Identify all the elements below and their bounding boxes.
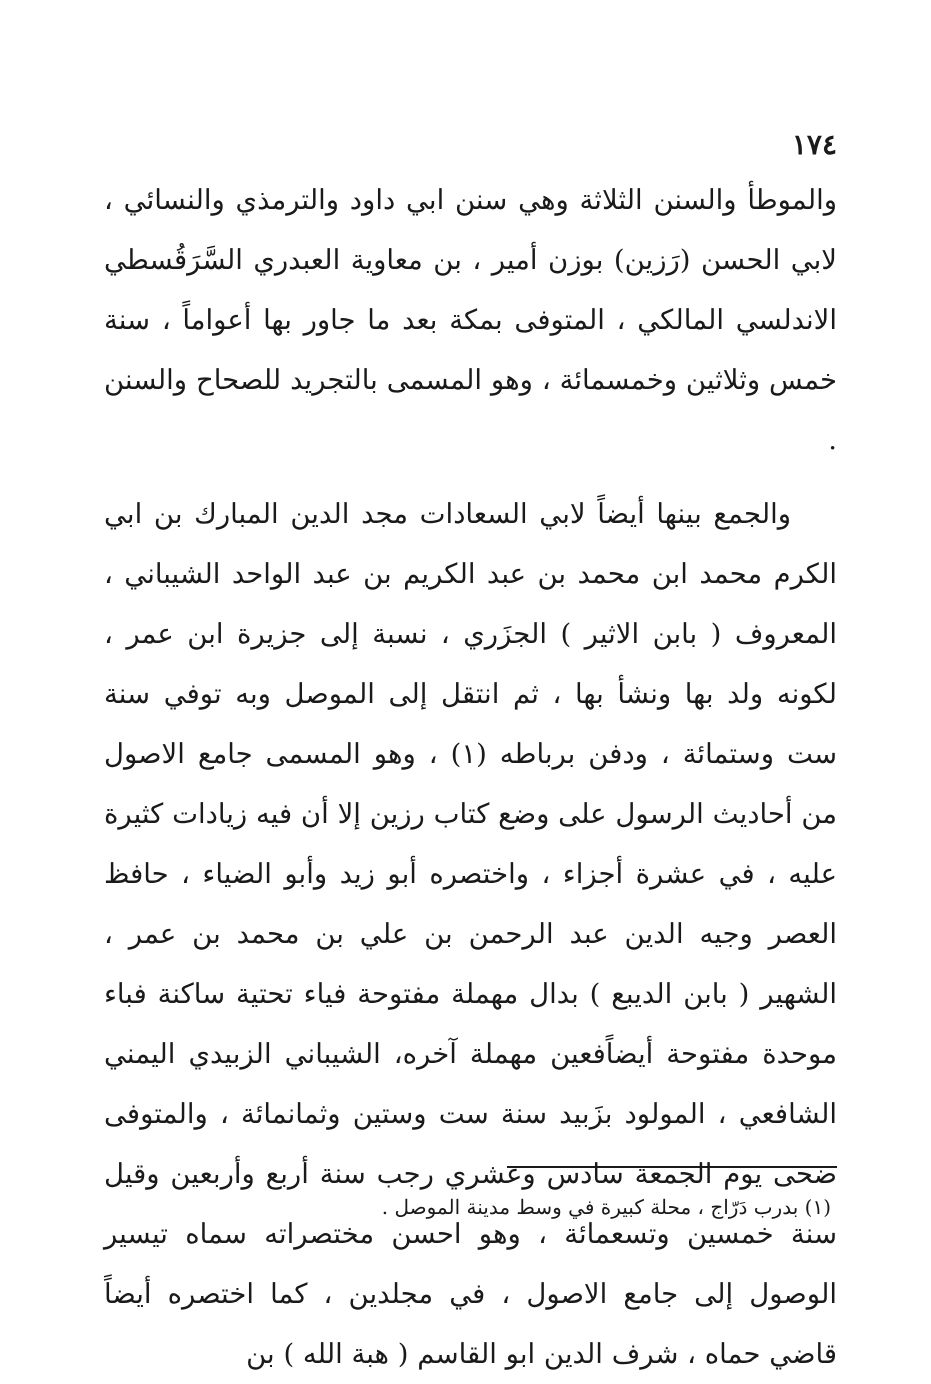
paragraph-1: والموطأ والسنن الثلاثة وهي سنن ابي داود والترمذي والنسائي ، لابي الحسن (رَزين) بوزن أمير ، بن معاوية العبدري السَّرَقُسطي الاندلسي المالكي ، المتوفى بمكة بعد ما جاور بها أعواماً ، سنة خمس وثلاثين وخمسمائة ، وهو المسمى بالتجريد للصحاح والسنن . <box>104 184 837 456</box>
footnote-separator <box>507 1166 837 1168</box>
paragraph-2: والجمع بينها أيضاً لابي السعادات مجد الدين المبارك بن ابي الكرم محمد ابن محمد بن عبد الكريم بن عبد الواحد الشيباني ، المعروف ( بابن الاثير ) الجزَري ، نسبة إلى جزيرة ابن عمر ، لكونه ولد بها ونشأ بها ، ثم انتقل إلى الموصل وبه توفي سنة ست وستمائة ، ودفن برباطه (١) ، وهو المسمى جامع الاصول من أحاديث الرسول على وضع كتاب رزين إلا أن فيه زيادات كثيرة عليه ، في عشرة أجزاء ، واختصره أبو زيد وأبو الضياء ، حافظ العصر وجيه الدين عبد الرحمن بن علي بن محمد بن عمر ، الشهير ( بابن الديبع ) بدال مهملة مفتوحة فياء تحتية ساكنة فباء موحدة مفتوحة أيضاًفعين مهملة آخره، الشيباني الزبيدي اليمني الشافعي ، المولود بزَبيد سنة ست وستين وثمانمائة ، والمتوفى ضحى يوم الجمعة سادس وعشري رجب سنة أربع وأربعين وقيل سنة خمسين وتسعمائة ، وهو احسن مختصراته سماه تيسير الوصول إلى جامع الاصول ، في مجلدين ، كما اختصره أيضاً قاضي حماه ، شرف الدين ابو القاسم ( هبة الله ) بن <box>104 498 837 1370</box>
footnote: (١) بدرب دَرّاج ، محلة كبيرة في وسط مدينة الموصل . <box>381 1195 831 1219</box>
page-number: ١٧٤ <box>791 128 837 161</box>
